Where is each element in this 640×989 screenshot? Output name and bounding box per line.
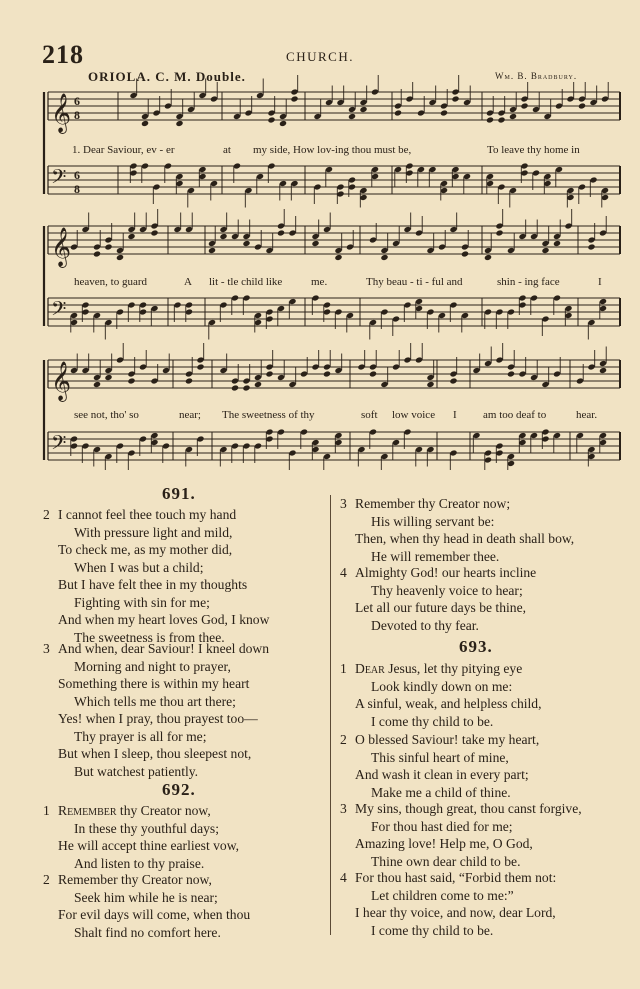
- lyric-fragment: A: [184, 276, 192, 288]
- hymn-verse: 3 My sins, though great, thou canst forgive, For thou hast died for me; Amazing love! Help me, O God, Thine own dear child to be.: [340, 801, 582, 869]
- hymn-number: 692.: [162, 780, 196, 799]
- treble-clef-icon: 𝄞: [51, 93, 72, 133]
- staff: [48, 428, 620, 470]
- hymn-verse: 3 And when, dear Saviour! I kneel down Morning and night to prayer, Something there is within my heart Which tells me thou art there; Yes! when I pray, thou prayest too— Thy prayer is all for me; But when I sleep, thou sleepest not, But watchest patiently.: [43, 641, 270, 779]
- page-number: 218: [42, 40, 84, 69]
- lyric-fragment: heaven, to guard: [74, 276, 147, 288]
- svg-text:6: 6: [74, 168, 80, 182]
- hymn-verse: 2 I cannot feel thee touch my hand With pressure light and mild, To check me, as my mother did, When I was but a child; But I have felt thee in my thoughts Fighting with sin for me; And when my heart loves God, I know The sweetness is from thee.: [43, 507, 270, 645]
- svg-text:8: 8: [74, 182, 80, 196]
- music-score: [0, 0, 640, 470]
- hymn-verse: 4 For thou hast said, “Forbid them not: Let children come to me:” I hear thy voice, and now, dear Lord, I come thy child to be.: [340, 870, 557, 938]
- lyric-fragment: at: [223, 144, 231, 156]
- lyric-fragment: lit - tle child like: [209, 276, 283, 288]
- lyric-fragment: am too deaf to: [483, 409, 547, 421]
- lyric-fragment: soft: [361, 409, 378, 421]
- bass-clef-icon: 𝄢: [51, 431, 67, 459]
- composer-credit: Wm. B. Bradbury.: [495, 71, 578, 81]
- staff: [48, 209, 620, 268]
- hymn-number: 693.: [459, 637, 493, 656]
- lyric-fragment: low voice: [392, 409, 436, 421]
- lyric-fragment: The sweetness of thy: [222, 409, 315, 421]
- lyric-fragment: my side, How lov-ing thou must be,: [253, 144, 412, 156]
- hymn-verse: 4 Almighty God! our hearts incline Thy heavenly voice to hear; Let all our future days be thine, Devoted to thy fear.: [340, 565, 537, 633]
- lyric-fragment: see not, tho' so: [74, 409, 139, 421]
- bass-clef-icon: 𝄢: [51, 165, 67, 193]
- hymn-verse: 3 Remember thy Creator now; His willing servant be: Then, when thy head in death shall bow, He will remember thee.: [340, 496, 575, 564]
- lyric-fragment: shin - ing face: [497, 276, 560, 288]
- svg-text:8: 8: [74, 108, 80, 122]
- lyric-fragment: Thy beau - ti - ful and: [366, 276, 463, 288]
- hymn-verse: 2 Remember thy Creator now, Seek him while he is near; For evil days will come, when thou Shalt find no comfort here.: [43, 872, 251, 940]
- lyric-fragment: me.: [311, 276, 328, 288]
- column-divider: [330, 495, 331, 935]
- lyric-fragment: I: [453, 409, 457, 421]
- lyric-fragment: near;: [179, 409, 201, 421]
- staff: [48, 294, 620, 339]
- lyric-fragment: To leave thy home in: [487, 144, 580, 156]
- running-head: CHURCH.: [286, 49, 354, 64]
- bass-clef-icon: 𝄢: [51, 297, 67, 325]
- hymn-verse: 2 O blessed Saviour! take my heart, This sinful heart of mine, And wash it clean in every part; Make me a child of thine.: [340, 732, 540, 800]
- hymn-number: 691.: [162, 484, 196, 503]
- lyric-fragment: I: [598, 276, 602, 288]
- tune-name: ORIOLA. C. M. Double.: [88, 69, 246, 84]
- svg-text:6: 6: [74, 94, 80, 108]
- treble-clef-icon: 𝄞: [51, 361, 72, 401]
- staff: [48, 343, 620, 402]
- staff: [48, 162, 620, 207]
- hymn-verse: 1 Dear Jesus, let thy pitying eye Look kindly down on me: A sinful, weak, and helpless child, I come thy child to be.: [340, 661, 542, 729]
- lyric-fragment: 1. Dear Saviour, ev - er: [72, 144, 175, 156]
- lyric-fragment: hear.: [576, 409, 598, 421]
- treble-clef-icon: 𝄞: [51, 227, 72, 267]
- hymn-verse: 1 Remember thy Creator now, In these thy youthful days; He will accept thine earliest vow, And listen to thy praise.: [43, 803, 240, 871]
- staff: [48, 75, 620, 134]
